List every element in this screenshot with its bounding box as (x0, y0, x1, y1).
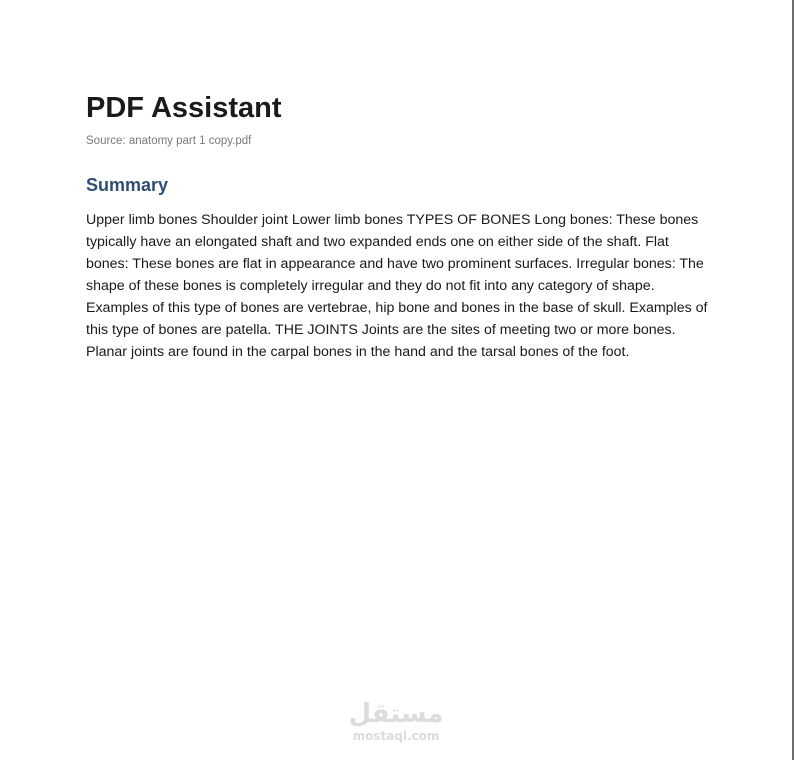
watermark (340, 700, 452, 743)
watermark-url: mostaql.com (352, 729, 440, 743)
document-page (86, 90, 710, 363)
document-title: PDF Assistant (86, 92, 282, 124)
summary-paragraph: Upper limb bones Shoulder joint Lower limb bones TYPES OF BONES Long bones: These bones typically have an elongated shaft and two expanded ends one on either side of the shaft. Flat bones: These bones are flat in appearance and have two prominent surfaces. Irregular bones: The shape of these bones is completely irregular and they do not fit into any category of shape. Examples of this type of bones are vertebrae, hip bone and bones in the base of skull. Examples of this type of bones are patella. THE JOINTS Joints are the sites of meeting two or more bones. Planar joints are found in the carpal bones in the hand and the tarsal bones of the foot. (86, 212, 708, 360)
summary-heading: Summary (86, 175, 169, 195)
watermark-logo: مستقل (348, 699, 444, 729)
source-filename: Source: anatomy part 1 copy.pdf (86, 135, 252, 147)
